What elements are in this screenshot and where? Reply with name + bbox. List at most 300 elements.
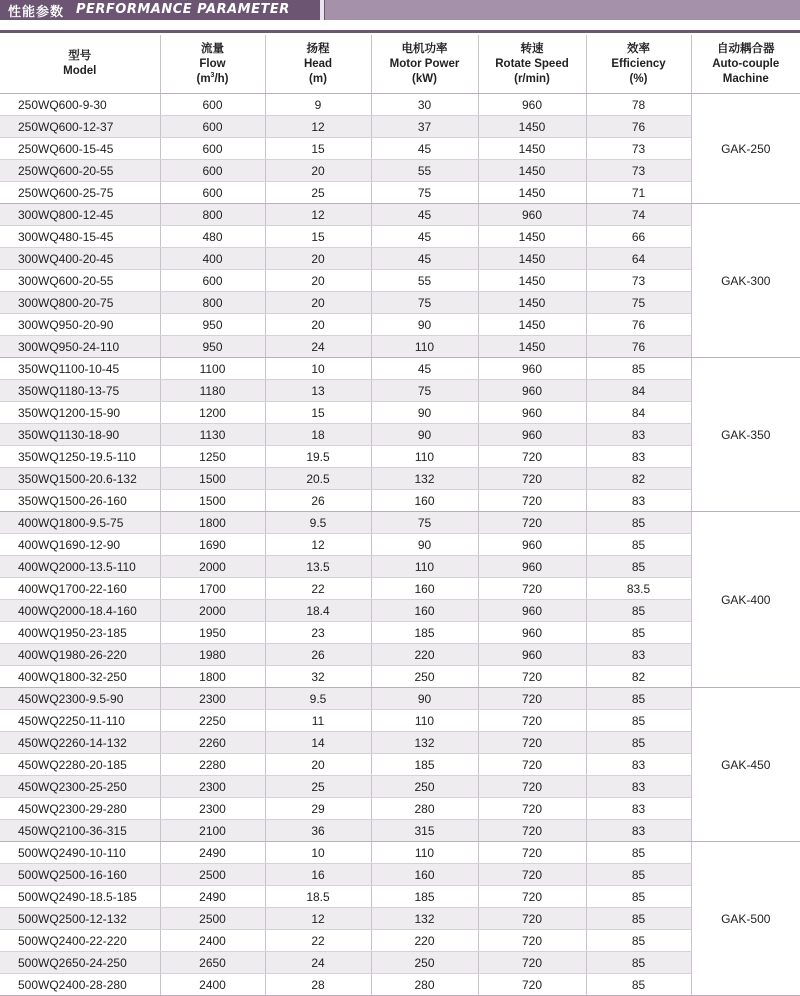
cell-head: 15	[265, 402, 371, 424]
cell-head: 10	[265, 358, 371, 380]
cell-flow: 2000	[160, 600, 265, 622]
cell-power: 220	[371, 930, 478, 952]
cell-efficiency: 64	[586, 248, 691, 270]
cell-head: 20	[265, 160, 371, 182]
cell-efficiency: 66	[586, 226, 691, 248]
cell-power: 160	[371, 490, 478, 512]
cell-power: 45	[371, 358, 478, 380]
cell-speed: 960	[478, 358, 586, 380]
cell-flow: 600	[160, 94, 265, 116]
cell-efficiency: 85	[586, 688, 691, 710]
cell-efficiency: 83.5	[586, 578, 691, 600]
cell-model: 350WQ1500-20.6-132	[0, 468, 160, 490]
table-row	[0, 94, 800, 116]
col-header-head-en: Head	[266, 57, 371, 72]
cell-efficiency: 73	[586, 270, 691, 292]
cell-model: 500WQ2650-24-250	[0, 952, 160, 974]
cell-power: 250	[371, 666, 478, 688]
cell-head: 20	[265, 248, 371, 270]
cell-flow: 1700	[160, 578, 265, 600]
cell-model: 450WQ2300-25-250	[0, 776, 160, 798]
cell-power: 45	[371, 226, 478, 248]
cell-model: 250WQ600-20-55	[0, 160, 160, 182]
cell-efficiency: 73	[586, 138, 691, 160]
table-row	[0, 512, 800, 534]
cell-model: 400WQ1800-32-250	[0, 666, 160, 688]
table-row	[0, 468, 800, 490]
cell-power: 280	[371, 798, 478, 820]
cell-efficiency: 85	[586, 864, 691, 886]
table-row	[0, 600, 800, 622]
cell-power: 45	[371, 204, 478, 226]
cell-power: 55	[371, 270, 478, 292]
cell-efficiency: 82	[586, 666, 691, 688]
cell-model: 400WQ2000-18.4-160	[0, 600, 160, 622]
cell-speed: 720	[478, 842, 586, 864]
cell-power: 160	[371, 864, 478, 886]
cell-efficiency: 85	[586, 534, 691, 556]
table-row	[0, 204, 800, 226]
cell-coupler: GAK-450	[691, 688, 800, 842]
cell-head: 36	[265, 820, 371, 842]
cell-efficiency: 85	[586, 622, 691, 644]
cell-head: 12	[265, 116, 371, 138]
cell-flow: 1500	[160, 468, 265, 490]
cell-model: 350WQ1180-13-75	[0, 380, 160, 402]
cell-efficiency: 82	[586, 468, 691, 490]
cell-flow: 2650	[160, 952, 265, 974]
cell-flow: 1690	[160, 534, 265, 556]
cell-model: 500WQ2400-22-220	[0, 930, 160, 952]
cell-head: 24	[265, 336, 371, 358]
cell-head: 12	[265, 908, 371, 930]
cell-speed: 720	[478, 820, 586, 842]
table-row	[0, 336, 800, 358]
table-row	[0, 908, 800, 930]
cell-flow: 2490	[160, 886, 265, 908]
cell-head: 22	[265, 578, 371, 600]
cell-head: 20	[265, 270, 371, 292]
cell-coupler: GAK-400	[691, 512, 800, 688]
col-header-power	[371, 35, 478, 94]
table-row	[0, 732, 800, 754]
table-row	[0, 556, 800, 578]
cell-power: 110	[371, 446, 478, 468]
cell-model: 300WQ950-24-110	[0, 336, 160, 358]
table-body	[0, 94, 800, 996]
col-header-speed-unit: (r/min)	[479, 72, 586, 87]
cell-power: 30	[371, 94, 478, 116]
cell-power: 110	[371, 842, 478, 864]
cell-flow: 950	[160, 314, 265, 336]
cell-speed: 1450	[478, 292, 586, 314]
cell-power: 185	[371, 886, 478, 908]
cell-head: 12	[265, 204, 371, 226]
table-row	[0, 864, 800, 886]
cell-efficiency: 85	[586, 908, 691, 930]
cell-speed: 960	[478, 380, 586, 402]
cell-model: 300WQ800-12-45	[0, 204, 160, 226]
cell-efficiency: 85	[586, 710, 691, 732]
cell-speed: 720	[478, 908, 586, 930]
cell-model: 350WQ1100-10-45	[0, 358, 160, 380]
cell-head: 12	[265, 534, 371, 556]
cell-flow: 800	[160, 204, 265, 226]
cell-power: 90	[371, 688, 478, 710]
banner-title-cn: 性能参数	[8, 1, 64, 20]
banner-divider	[320, 0, 324, 20]
cell-flow: 480	[160, 226, 265, 248]
cell-coupler: GAK-300	[691, 204, 800, 358]
cell-head: 29	[265, 798, 371, 820]
col-header-speed-cn: 转速	[479, 42, 586, 57]
cell-model: 450WQ2250-11-110	[0, 710, 160, 732]
cell-head: 26	[265, 490, 371, 512]
cell-head: 18	[265, 424, 371, 446]
cell-speed: 960	[478, 622, 586, 644]
table-row	[0, 138, 800, 160]
cell-speed: 720	[478, 512, 586, 534]
table-row	[0, 644, 800, 666]
cell-flow: 2000	[160, 556, 265, 578]
cell-efficiency: 85	[586, 600, 691, 622]
cell-model: 400WQ1690-12-90	[0, 534, 160, 556]
table-row	[0, 182, 800, 204]
cell-flow: 1980	[160, 644, 265, 666]
col-header-head-unit: (m)	[266, 72, 371, 87]
cell-flow: 1100	[160, 358, 265, 380]
cell-efficiency: 83	[586, 644, 691, 666]
cell-flow: 2500	[160, 908, 265, 930]
cell-efficiency: 85	[586, 512, 691, 534]
cell-flow: 2100	[160, 820, 265, 842]
cell-head: 13.5	[265, 556, 371, 578]
cell-head: 13	[265, 380, 371, 402]
cell-coupler: GAK-250	[691, 94, 800, 204]
col-header-efficiency-en: Efficiency	[587, 57, 691, 72]
col-header-power-en: Motor Power	[372, 57, 478, 72]
cell-power: 185	[371, 754, 478, 776]
cell-model: 250WQ600-12-37	[0, 116, 160, 138]
cell-speed: 1450	[478, 248, 586, 270]
cell-speed: 720	[478, 886, 586, 908]
cell-flow: 600	[160, 270, 265, 292]
cell-speed: 960	[478, 556, 586, 578]
cell-efficiency: 76	[586, 116, 691, 138]
table-row	[0, 226, 800, 248]
cell-efficiency: 83	[586, 798, 691, 820]
cell-power: 132	[371, 732, 478, 754]
table-row	[0, 886, 800, 908]
cell-speed: 960	[478, 424, 586, 446]
flow-unit-sup: 3	[211, 72, 215, 79]
cell-power: 55	[371, 160, 478, 182]
cell-efficiency: 76	[586, 336, 691, 358]
cell-speed: 720	[478, 490, 586, 512]
flow-unit-a: (m	[196, 73, 210, 85]
cell-efficiency: 83	[586, 490, 691, 512]
cell-speed: 720	[478, 578, 586, 600]
cell-model: 450WQ2280-20-185	[0, 754, 160, 776]
cell-flow: 1950	[160, 622, 265, 644]
cell-head: 18.4	[265, 600, 371, 622]
cell-flow: 2300	[160, 776, 265, 798]
cell-model: 450WQ2300-9.5-90	[0, 688, 160, 710]
cell-speed: 1450	[478, 336, 586, 358]
cell-power: 132	[371, 468, 478, 490]
cell-model: 250WQ600-25-75	[0, 182, 160, 204]
cell-efficiency: 85	[586, 952, 691, 974]
cell-power: 75	[371, 182, 478, 204]
cell-efficiency: 83	[586, 820, 691, 842]
cell-efficiency: 85	[586, 930, 691, 952]
cell-flow: 600	[160, 138, 265, 160]
col-header-model	[0, 35, 160, 94]
col-header-coupler	[691, 35, 800, 94]
col-header-flow-unit	[161, 72, 265, 87]
cell-power: 315	[371, 820, 478, 842]
cell-model: 500WQ2400-28-280	[0, 974, 160, 996]
cell-efficiency: 73	[586, 160, 691, 182]
cell-model: 300WQ600-20-55	[0, 270, 160, 292]
cell-model: 400WQ1700-22-160	[0, 578, 160, 600]
cell-head: 16	[265, 864, 371, 886]
cell-head: 23	[265, 622, 371, 644]
table-row	[0, 578, 800, 600]
cell-head: 20	[265, 754, 371, 776]
cell-speed: 720	[478, 468, 586, 490]
cell-efficiency: 85	[586, 842, 691, 864]
cell-head: 10	[265, 842, 371, 864]
col-header-speed-en: Rotate Speed	[479, 57, 586, 72]
cell-efficiency: 83	[586, 754, 691, 776]
cell-flow: 950	[160, 336, 265, 358]
cell-model: 350WQ1200-15-90	[0, 402, 160, 424]
table-row	[0, 754, 800, 776]
table-row	[0, 160, 800, 182]
table-row	[0, 688, 800, 710]
cell-flow: 2300	[160, 688, 265, 710]
cell-speed: 720	[478, 666, 586, 688]
cell-model: 300WQ400-20-45	[0, 248, 160, 270]
cell-head: 19.5	[265, 446, 371, 468]
cell-model: 400WQ2000-13.5-110	[0, 556, 160, 578]
cell-head: 15	[265, 226, 371, 248]
cell-power: 220	[371, 644, 478, 666]
cell-flow: 2400	[160, 974, 265, 996]
cell-model: 350WQ1500-26-160	[0, 490, 160, 512]
cell-flow: 1180	[160, 380, 265, 402]
cell-speed: 720	[478, 710, 586, 732]
cell-power: 75	[371, 512, 478, 534]
table-row	[0, 270, 800, 292]
col-header-coupler-en2: Machine	[692, 72, 800, 87]
cell-efficiency: 76	[586, 314, 691, 336]
cell-model: 500WQ2500-12-132	[0, 908, 160, 930]
cell-model: 500WQ2490-10-110	[0, 842, 160, 864]
cell-flow: 2260	[160, 732, 265, 754]
col-header-model-en: Model	[0, 64, 160, 79]
cell-model: 400WQ1800-9.5-75	[0, 512, 160, 534]
cell-power: 160	[371, 600, 478, 622]
cell-flow: 2490	[160, 842, 265, 864]
cell-speed: 1450	[478, 314, 586, 336]
cell-head: 14	[265, 732, 371, 754]
cell-head: 18.5	[265, 886, 371, 908]
cell-coupler: GAK-350	[691, 358, 800, 512]
table-row	[0, 292, 800, 314]
table-row	[0, 930, 800, 952]
cell-power: 75	[371, 380, 478, 402]
cell-speed: 960	[478, 402, 586, 424]
table-row	[0, 446, 800, 468]
section-banner	[0, 0, 800, 20]
cell-model: 250WQ600-9-30	[0, 94, 160, 116]
cell-speed: 960	[478, 94, 586, 116]
cell-flow: 2250	[160, 710, 265, 732]
table-row	[0, 798, 800, 820]
table-row	[0, 380, 800, 402]
cell-flow: 800	[160, 292, 265, 314]
table-row	[0, 358, 800, 380]
col-header-speed	[478, 35, 586, 94]
cell-speed: 720	[478, 446, 586, 468]
table-row	[0, 622, 800, 644]
cell-power: 110	[371, 710, 478, 732]
cell-power: 90	[371, 314, 478, 336]
table-row	[0, 820, 800, 842]
cell-power: 75	[371, 292, 478, 314]
cell-efficiency: 84	[586, 380, 691, 402]
cell-head: 9.5	[265, 512, 371, 534]
cell-model: 350WQ1250-19.5-110	[0, 446, 160, 468]
cell-speed: 720	[478, 754, 586, 776]
cell-speed: 1450	[478, 270, 586, 292]
table-row	[0, 952, 800, 974]
cell-head: 25	[265, 182, 371, 204]
table-row	[0, 842, 800, 864]
banner-title-en: PERFORMANCE PARAMETER	[76, 2, 290, 17]
cell-flow: 1130	[160, 424, 265, 446]
col-header-power-cn: 电机功率	[372, 42, 478, 57]
table-row	[0, 666, 800, 688]
cell-efficiency: 85	[586, 732, 691, 754]
cell-flow: 600	[160, 182, 265, 204]
cell-flow: 400	[160, 248, 265, 270]
cell-power: 132	[371, 908, 478, 930]
cell-speed: 960	[478, 600, 586, 622]
col-header-efficiency-cn: 效率	[587, 42, 691, 57]
cell-model: 500WQ2490-18.5-185	[0, 886, 160, 908]
cell-speed: 1450	[478, 226, 586, 248]
cell-power: 45	[371, 248, 478, 270]
cell-power: 90	[371, 534, 478, 556]
col-header-head	[265, 35, 371, 94]
cell-head: 20.5	[265, 468, 371, 490]
col-header-flow-cn: 流量	[161, 42, 265, 57]
col-header-coupler-en1: Auto-couple	[692, 57, 800, 72]
cell-flow: 2280	[160, 754, 265, 776]
table-row	[0, 776, 800, 798]
cell-efficiency: 83	[586, 776, 691, 798]
cell-model: 250WQ600-15-45	[0, 138, 160, 160]
cell-efficiency: 75	[586, 292, 691, 314]
cell-model: 400WQ1950-23-185	[0, 622, 160, 644]
cell-speed: 720	[478, 776, 586, 798]
cell-efficiency: 85	[586, 974, 691, 996]
cell-model: 450WQ2100-36-315	[0, 820, 160, 842]
cell-model: 400WQ1980-26-220	[0, 644, 160, 666]
cell-power: 185	[371, 622, 478, 644]
table-row	[0, 314, 800, 336]
cell-head: 11	[265, 710, 371, 732]
cell-speed: 960	[478, 534, 586, 556]
cell-model: 450WQ2300-29-280	[0, 798, 160, 820]
cell-power: 160	[371, 578, 478, 600]
table-row	[0, 116, 800, 138]
cell-head: 24	[265, 952, 371, 974]
table-row	[0, 534, 800, 556]
cell-head: 25	[265, 776, 371, 798]
cell-model: 350WQ1130-18-90	[0, 424, 160, 446]
cell-head: 32	[265, 666, 371, 688]
cell-head: 20	[265, 314, 371, 336]
cell-model: 300WQ480-15-45	[0, 226, 160, 248]
cell-model: 500WQ2500-16-160	[0, 864, 160, 886]
cell-flow: 600	[160, 116, 265, 138]
table-row	[0, 424, 800, 446]
cell-flow: 2500	[160, 864, 265, 886]
cell-head: 28	[265, 974, 371, 996]
cell-head: 20	[265, 292, 371, 314]
cell-model: 300WQ800-20-75	[0, 292, 160, 314]
cell-model: 450WQ2260-14-132	[0, 732, 160, 754]
col-header-flow	[160, 35, 265, 94]
cell-flow: 1250	[160, 446, 265, 468]
banner-light-bar	[325, 0, 800, 20]
cell-power: 250	[371, 952, 478, 974]
cell-head: 15	[265, 138, 371, 160]
cell-speed: 720	[478, 798, 586, 820]
cell-flow: 2400	[160, 930, 265, 952]
cell-power: 110	[371, 556, 478, 578]
cell-efficiency: 85	[586, 358, 691, 380]
cell-efficiency: 78	[586, 94, 691, 116]
cell-power: 45	[371, 138, 478, 160]
cell-efficiency: 83	[586, 446, 691, 468]
table-row	[0, 402, 800, 424]
flow-unit-b: /h)	[214, 73, 228, 85]
cell-flow: 1500	[160, 490, 265, 512]
cell-speed: 1450	[478, 160, 586, 182]
col-header-power-unit: (kW)	[372, 72, 478, 87]
cell-speed: 960	[478, 644, 586, 666]
cell-efficiency: 71	[586, 182, 691, 204]
cell-efficiency: 83	[586, 424, 691, 446]
cell-power: 37	[371, 116, 478, 138]
cell-speed: 960	[478, 204, 586, 226]
cell-flow: 1800	[160, 666, 265, 688]
cell-speed: 720	[478, 974, 586, 996]
table-top-rule	[0, 30, 800, 33]
table-row	[0, 490, 800, 512]
cell-efficiency: 85	[586, 886, 691, 908]
col-header-model-cn: 型号	[0, 49, 160, 64]
cell-speed: 720	[478, 732, 586, 754]
cell-speed: 720	[478, 952, 586, 974]
cell-head: 22	[265, 930, 371, 952]
cell-speed: 1450	[478, 182, 586, 204]
